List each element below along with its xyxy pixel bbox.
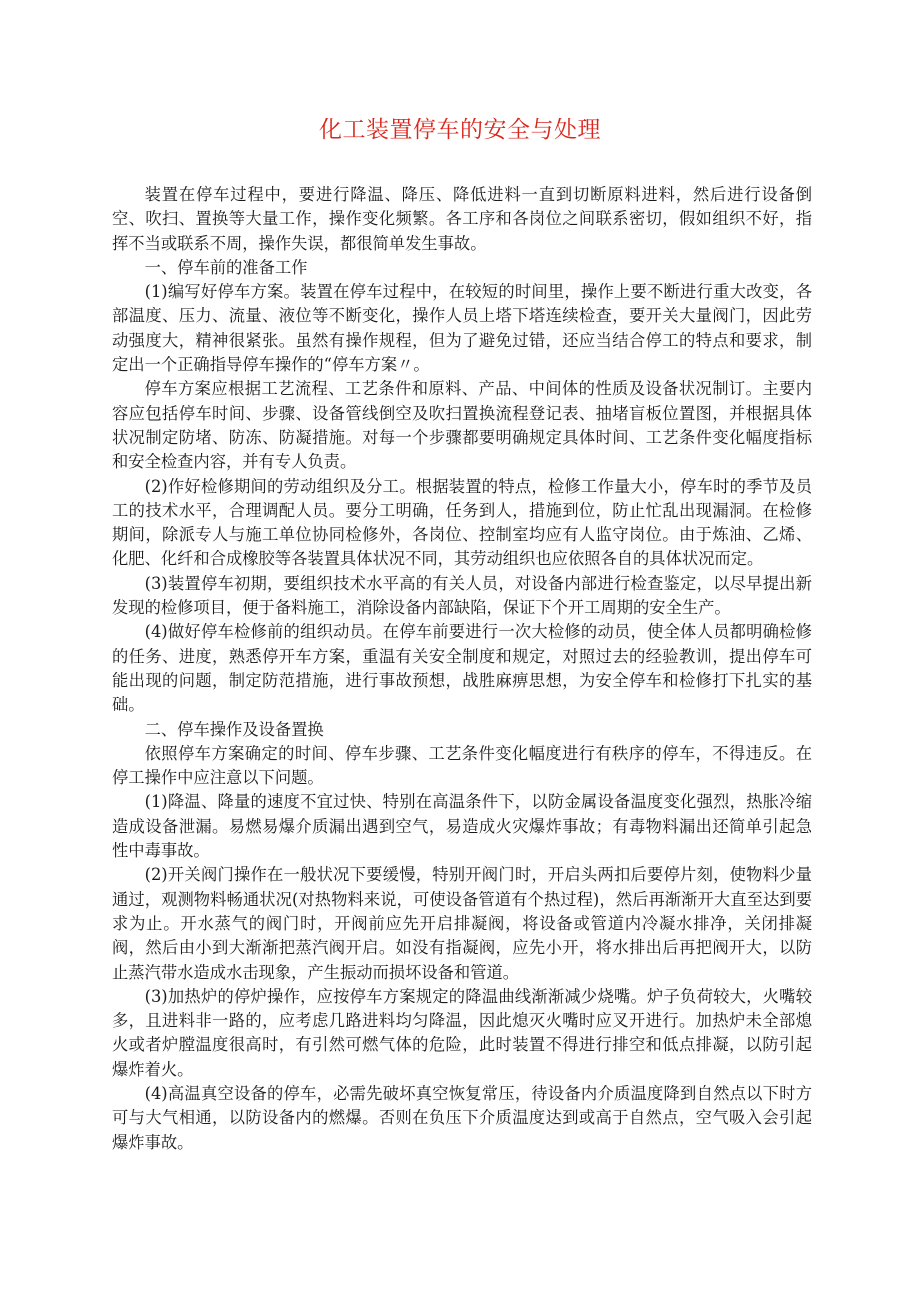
section-heading-1: 一、停车前的准备工作	[144, 257, 308, 277]
paragraph-1-2: (2)作好检修期间的劳动组织及分工。根据装置的特点，检修工作量大小，停车时的季节及员工的技术水平，合理调配人员。要分工明确，任务到人，措施到位，防止忙乱出现漏洞。在检修期间，除派专人与施工单位协同检修外，各岗位、控制室均应有人监守岗位。由于炼油、乙烯、化肥、化纤和合成橡胶等各装置具体状况不同，其劳动组织也应依照各自的具体状况而定。	[112, 476, 812, 569]
paragraph-1-1-detail: 停车方案应根据工艺流程、工艺条件和原料、产品、中间体的性质及设备状况制订。主要内容应包括停车时间、步骤、设备管线倒空及吹扫置换流程登记表、抽堵盲板位置图，并根据具体状况制定防堵、防冻、防凝措施。对每一个步骤都要明确规定具体时间、工艺条件变化幅度指标和安全检查内容，并有专人负责。	[112, 379, 812, 472]
paragraph-1-4: (4)做好停车检修前的组织动员。在停车前要进行一次大检修的动员，使全体人员都明确检修的任务、进度，熟悉停开车方案，重温有关安全制度和规定，对照过去的经验教训，提出停车可能出现的问题，制定防范措施，进行事故预想，战胜麻痹思想，为安全停车和检修打下扎实的基础。	[112, 622, 812, 715]
paragraph-2-intro: 依照停车方案确定的时间、停车步骤、工艺条件变化幅度进行有秩序的停车，不得违反。在停工操作中应注意以下问题。	[112, 743, 812, 788]
paragraph-2-4: (4)高温真空设备的停车，必需先破坏真空恢复常压，待设备内介质温度降到自然点以下时方可与大气相通，以防设备内的燃爆。否则在负压下介质温度达到或高于自然点，空气吸入会引起爆炸事故。	[112, 1083, 812, 1152]
document-title: 化工装置停车的安全与处理	[319, 117, 601, 143]
document-body	[112, 183, 812, 1155]
intro-paragraph: 装置在停车过程中，要进行降温、降压、降低进料一直到切断原料进料，然后进行设备倒空、吹扫、置换等大量工作，操作变化频繁。各工序和各岗位之间联系密切，假如组织不好，指挥不当或联系不周，操作失误，都很简单发生事故。	[112, 185, 812, 253]
paragraph-2-3: (3)加热炉的停炉操作，应按停车方案规定的降温曲线渐渐减少烧嘴。炉子负荷较大，火嘴较多，且进料非一路的，应考虑几路进料均匀降温，因此熄灭火嘴时应叉开进行。加热炉未全部熄火或者炉膛温度很高时，有引然可燃气体的危险，此时装置不得进行排空和低点排凝，以防引起爆炸着火。	[112, 986, 812, 1079]
section-heading-2: 二、停车操作及设备置换	[144, 719, 324, 739]
paragraph-1-3: (3)装置停车初期，要组织技术水平高的有关人员，对设备内部进行检查鉴定，以尽早提出新发现的检修项目，便于备料施工，消除设备内部缺陷，保证下个开工周期的安全生产。	[112, 573, 812, 618]
paragraph-2-1: (1)降温、降量的速度不宜过快、特别在高温条件下，以防金属设备温度变化强烈，热胀冷缩造成设备泄漏。易燃易爆介质漏出遇到空气，易造成火灾爆炸事故；有毒物料漏出还简单引起急性中毒事故。	[112, 792, 812, 861]
paragraph-1-1: (1)编写好停车方案。装置在停车过程中，在较短的时间里，操作上要不断进行重大改变，各部温度、压力、流量、液位等不断变化，操作人员上塔下塔连续检查，要开关大量阀门，因此劳动强度大，精神很紧张。虽然有操作规程，但为了避免过错，还应当结合停工的特点和要求，制定出一个正确指导停车操作的“停车方案〃。	[112, 282, 812, 375]
paragraph-2-2: (2)开关阀门操作在一般状况下要缓慢，特别开阀门时，开启头两扣后要停片刻，使物料少量通过，观测物料畅通状况(对热物料来说，可使设备管道有个热过程)，然后再渐渐开大直至达到要求为止。开水蒸气的阀门时，开阀前应先开启排凝阀，将设备或管道内冷凝水排净，关闭排凝阀，然后由小到大渐渐把蒸汽阀开启。如没有指凝阀，应先小开，将水排出后再把阀开大，以防止蒸汽带水造成水击现象，产生振动而损坏设备和管道。	[112, 865, 812, 982]
